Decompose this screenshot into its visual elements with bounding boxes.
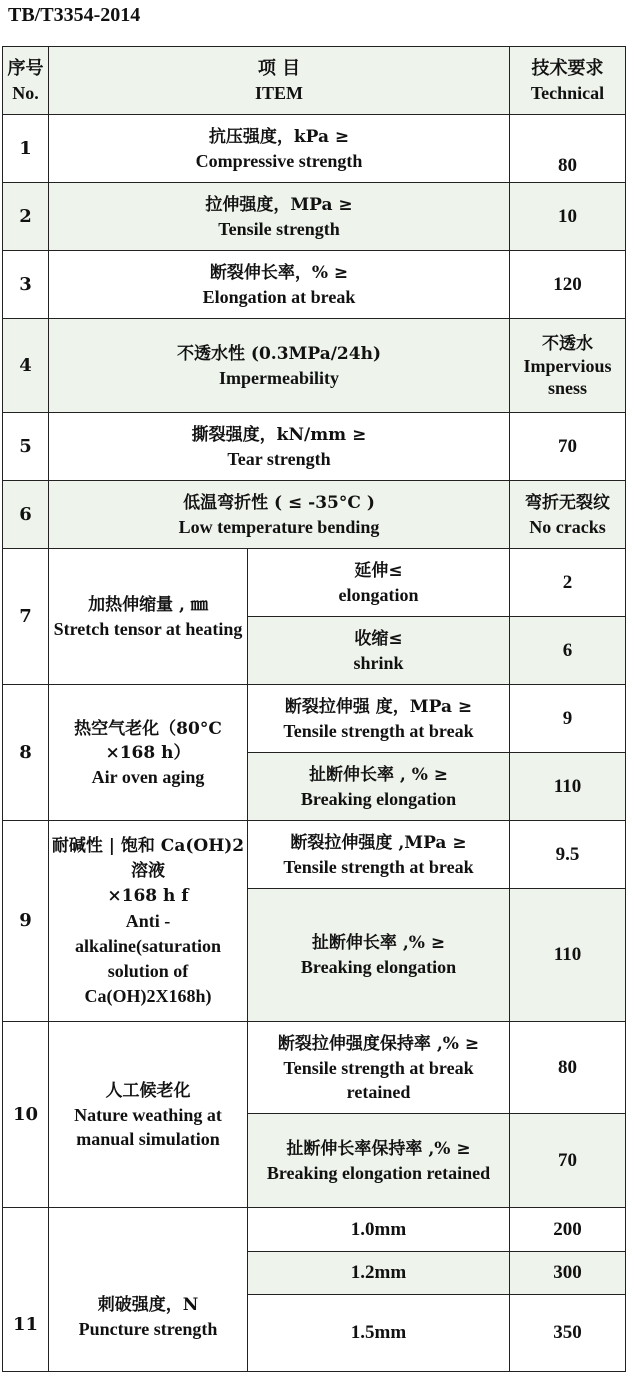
row-number: 8 bbox=[3, 685, 49, 821]
sub-item: 1.2mm bbox=[248, 1252, 510, 1295]
row-value: 70 bbox=[510, 1114, 626, 1208]
row-value: 120 bbox=[510, 251, 626, 319]
row-item: 加热伸缩量 , ㎜ Stretch tensor at heating bbox=[49, 549, 248, 685]
spec-table bbox=[2, 46, 626, 1372]
row-value: 10 bbox=[510, 183, 626, 251]
table-row bbox=[3, 821, 626, 889]
row-value: 350 bbox=[510, 1295, 626, 1372]
row-item: 耐碱性 | 饱和 Ca(OH)2 溶液 ×168 h f Anti - alkaline(saturation solution of Ca(OH)2X168h) bbox=[49, 821, 248, 1022]
sub-item: 收缩≤ shrink bbox=[248, 617, 510, 685]
row-item: 人工候老化 Nature weathing at manual simulation bbox=[49, 1022, 248, 1208]
table-row bbox=[3, 319, 626, 413]
row-item: 不透水性 (0.3MPa/24h) Impermeability bbox=[49, 319, 510, 413]
row-value: 110 bbox=[510, 889, 626, 1022]
table-row bbox=[3, 115, 626, 183]
header-item: 项 目 ITEM bbox=[49, 47, 510, 115]
row-value: 70 bbox=[510, 413, 626, 481]
table-row bbox=[3, 481, 626, 549]
sub-item: 断裂拉伸强 度，MPa ≥ Tensile strength at break bbox=[248, 685, 510, 753]
row-item: 撕裂强度，kN/mm ≥ Tear strength bbox=[49, 413, 510, 481]
row-number: 7 bbox=[3, 549, 49, 685]
sub-item: 断裂拉伸强度保持率 ,% ≥ Tensile strength at break retained bbox=[248, 1022, 510, 1114]
table-row bbox=[3, 183, 626, 251]
row-number: 4 bbox=[3, 319, 49, 413]
row-value: 110 bbox=[510, 753, 626, 821]
header-requirement: 技术要求 Technical bbox=[510, 47, 626, 115]
row-item: 抗压强度，kPa ≥ Compressive strength bbox=[49, 115, 510, 183]
table-row bbox=[3, 413, 626, 481]
sub-item: 延伸≤ elongation bbox=[248, 549, 510, 617]
sub-item: 1.5mm bbox=[248, 1295, 510, 1372]
row-value: 80 bbox=[510, 1022, 626, 1114]
row-number: 10 bbox=[3, 1022, 49, 1208]
row-number: 2 bbox=[3, 183, 49, 251]
table-row bbox=[3, 1208, 626, 1252]
row-number: 6 bbox=[3, 481, 49, 549]
row-number: 9 bbox=[3, 821, 49, 1022]
row-number: 1 bbox=[3, 115, 49, 183]
row-value: 不透水 Impervious sness bbox=[510, 319, 626, 413]
row-number: 11 bbox=[3, 1208, 49, 1372]
row-number: 3 bbox=[3, 251, 49, 319]
row-value: 9 bbox=[510, 685, 626, 753]
row-item: 断裂伸长率，% ≥ Elongation at break bbox=[49, 251, 510, 319]
row-value: 6 bbox=[510, 617, 626, 685]
row-value: 9.5 bbox=[510, 821, 626, 889]
sub-item: 断裂拉伸强度 ,MPa ≥ Tensile strength at break bbox=[248, 821, 510, 889]
row-value: 80 bbox=[510, 115, 626, 183]
sub-item: 扯断伸长率 ,% ≥ Breaking elongation bbox=[248, 889, 510, 1022]
row-item: 刺破强度，N Puncture strength bbox=[49, 1208, 248, 1372]
sub-item: 1.0mm bbox=[248, 1208, 510, 1252]
row-value: 300 bbox=[510, 1252, 626, 1295]
row-item: 低温弯折性 ( ≤ -35°C ) Low temperature bending bbox=[49, 481, 510, 549]
row-value: 弯折无裂纹 No cracks bbox=[510, 481, 626, 549]
table-header bbox=[3, 47, 626, 115]
header-no: 序号 No. bbox=[3, 47, 49, 115]
row-item: 热空气老化（80°C ×168 h） Air oven aging bbox=[49, 685, 248, 821]
row-value: 2 bbox=[510, 549, 626, 617]
table-row bbox=[3, 685, 626, 753]
row-value: 200 bbox=[510, 1208, 626, 1252]
table-row bbox=[3, 251, 626, 319]
sub-item: 扯断伸长率 , % ≥ Breaking elongation bbox=[248, 753, 510, 821]
table-row bbox=[3, 549, 626, 617]
standard-code: TB/T3354-2014 bbox=[8, 4, 141, 26]
row-number: 5 bbox=[3, 413, 49, 481]
row-item: 拉伸强度，MPa ≥ Tensile strength bbox=[49, 183, 510, 251]
table-row bbox=[3, 1022, 626, 1114]
sub-item: 扯断伸长率保持率 ,% ≥ Breaking elongation retained bbox=[248, 1114, 510, 1208]
